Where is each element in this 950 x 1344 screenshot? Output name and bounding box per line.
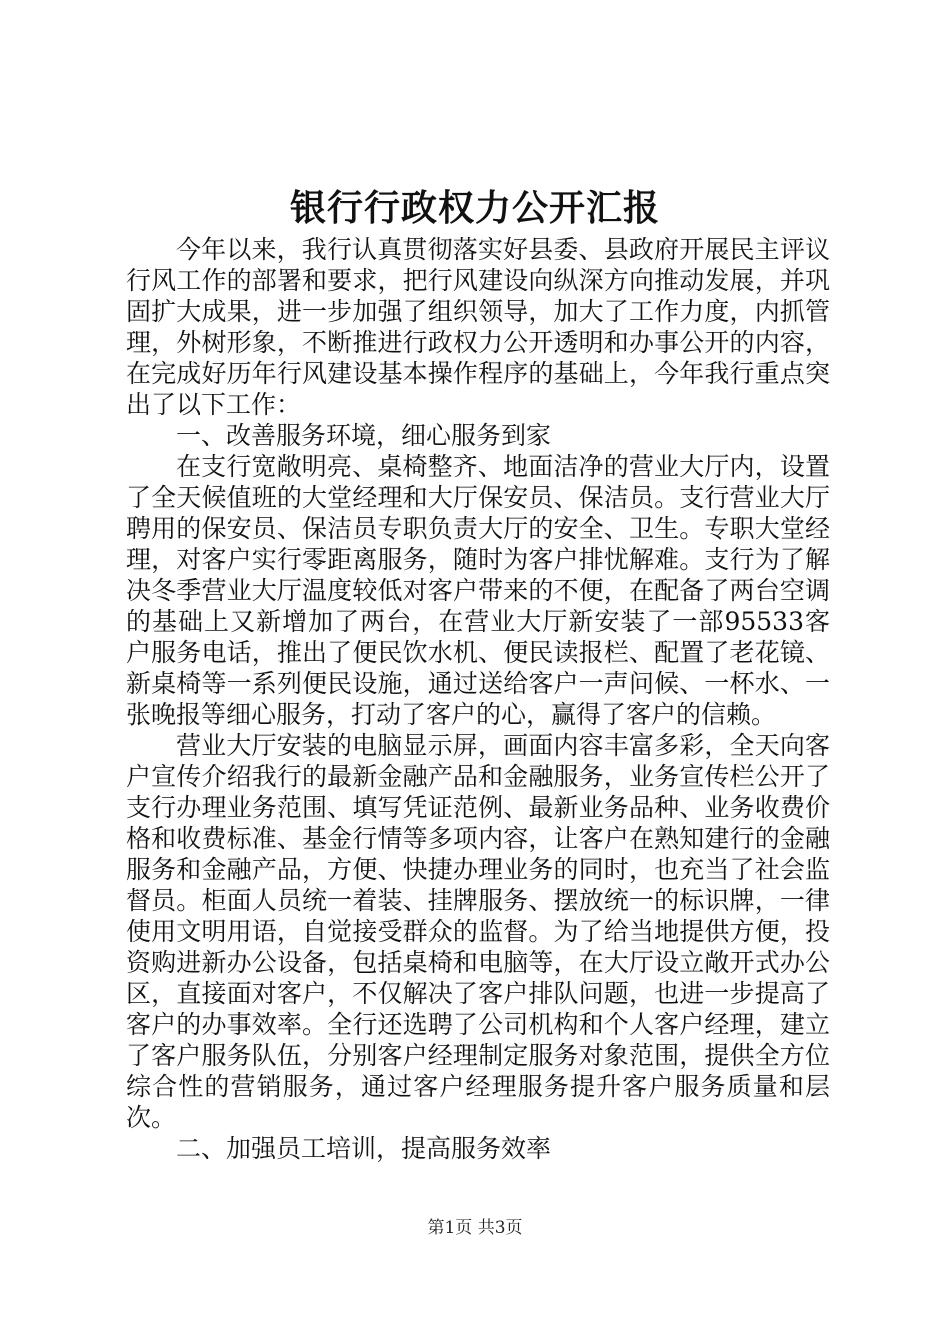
paragraph-service-environment: 在支行宽敞明亮、桌椅整齐、地面洁净的营业大厅内，设置了全天候值班的大堂经理和大厅保安员、保洁员。支行营业大厅聘用的保安员、保洁员专职负责大厅的安全、卫生。专职大堂经理，对客户实行零距离服务，随时为客户排忧解难。支行为了解决冬季营业大厅温度较低对客户带来的不便，在配备了两台空调的基础上又新增加了两台，在营业大厅新安装了一部95533客户服务电话，推出了便民饮水机、便民读报栏、配置了老花镜、新桌椅等一系列便民设施，通过送给客户一声问候、一杯水、一张晚报等细心服务，打动了客户的心，赢得了客户的信赖。 [126,452,830,729]
paragraph-intro: 今年以来，我行认真贯彻落实好县委、县政府开展民主评议行风工作的部署和要求，把行风建设向纵深方向推动发展，并巩固扩大成果，进一步加强了组织领导，加大了工作力度，内抓管理，外树形象，不断推进行政权力公开透明和办事公开的内容，在完成好历年行风建设基本操作程序的基础上，今年我行重点突出了以下工作： [126,235,830,419]
paragraph-lobby-display: 营业大厅安装的电脑显示屏，画面内容丰富多彩，全天向客户宣传介绍我行的最新金融产品和金融服务，业务宣传栏公开了支行办理业务范围、填写凭证范例、最新业务品种、业务收费价格和收费标准、基金行情等多项内容，让客户在熟知建行的金融服务和金融产品，方便、快捷办理业务的同时，也充当了社会监督员。柜面人员统一着装、挂牌服务、摆放统一的标识牌，一律使用文明用语，自觉接受群众的监督。为了给当地提供方便，投资购进新办公设备，包括桌椅和电脑等，在大厅设立敞开式办公区，直接面对客户，不仅解决了客户排队问题，也进一步提高了客户的办事效率。全行还选聘了公司机构和个人客户经理，建立了客户服务队伍，分别客户经理制定服务对象范围，提供全方位综合性的营销服务，通过客户经理服务提升客户服务质量和层次。 [126,731,830,1132]
section-heading-2: 二、加强员工培训，提高服务效率 [176,1134,552,1163]
section-heading-1: 一、改善服务环境，细心服务到家 [176,421,552,450]
page-footer: 第1页 共3页 [427,1218,523,1238]
document-body [126,234,830,1164]
document-title: 银行行政权力公开汇报 [289,187,660,229]
